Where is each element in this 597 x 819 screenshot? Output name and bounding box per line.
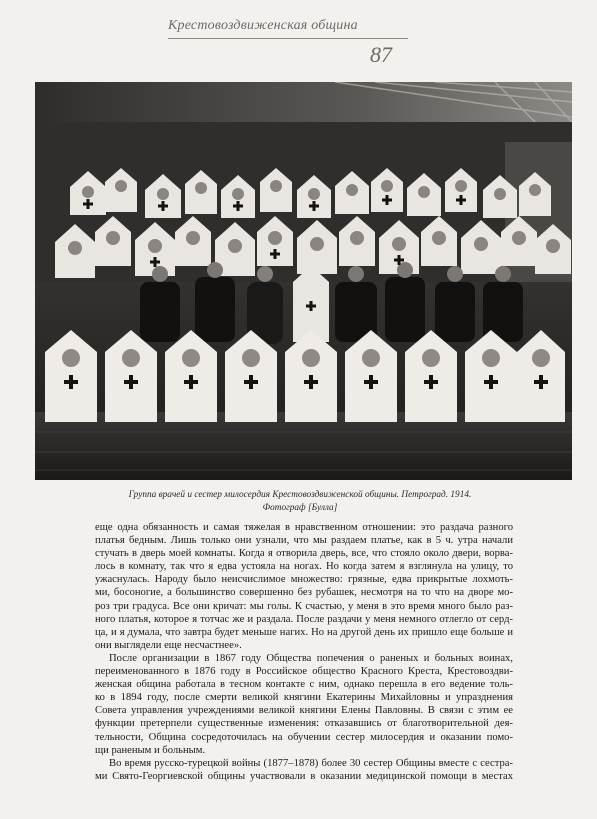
header-rule — [168, 38, 408, 39]
text-line: тельности, Община сосредоточилась на обучении сестер милосердия и оказании помо- — [95, 731, 513, 743]
page-number: 87 — [370, 42, 392, 67]
text-line: женская община работала в тесном контакте с ним, однако перешла в его ведение толь- — [95, 679, 513, 691]
text-line: еще одна обязанность и самая тяжелая в нравственном отношении: это раздача разного — [95, 522, 513, 533]
text-line: ужаснулась. Народу было неисчислимое множество: грязные, едва прикрытые лохмоть- — [95, 574, 513, 586]
text-line: ми Свято-Георгиевской общины участвовали в оказании медицинской помощи в местах — [95, 770, 513, 782]
text-line: После организации в 1867 году Общества попечения о раненых и больных воинах, — [109, 652, 513, 664]
paragraph-3 — [95, 757, 513, 783]
running-header: Крестовоздвиженская община — [168, 18, 358, 33]
text-line: Во время русско-турецкой войны (1877–1878) более 30 сестер Общины вместе с сестра- — [109, 757, 513, 769]
text-line: ного платья, которое я тотчас же и раздала. После раздачи у меня немного отлегло от серд- — [95, 613, 513, 625]
text-line: роз три градуса. Все они кричат: мы голы. К счастью, у меня в это время много было раз- — [95, 600, 513, 612]
text-line: платья бедным. Лишь только они узнали, что мы раздаем платье, как в 5 ч. утра начали — [95, 535, 513, 547]
caption-photographer: Фотограф [Булла] — [262, 503, 338, 513]
text-line: щи раненым и больным. — [95, 744, 206, 756]
paragraph-2 — [95, 652, 513, 757]
text-line: функции претерпели существенные изменения: отказавшись от благотворительной дея- — [95, 718, 513, 730]
caption-line: Группа врачей и сестер милосердия Крестовоздвиженской общины. Петроград. 1914. — [128, 490, 472, 500]
text-line: ми, босоногие, а большинство совершенно без рубашек, несмотря на то что на дворе мо- — [95, 587, 513, 599]
body-text — [95, 521, 513, 783]
text-line: ко в 1894 году, после смерти великой княгини Екатерины Михайловны и упразднения — [95, 692, 513, 704]
text-line: лось в комнату, так что я едва устояла на ногах. Но когда затем я взглянула на улицу, то — [95, 561, 513, 573]
group-photograph — [35, 82, 572, 480]
text-line: Совета управления учреждениями великой княгини Елены Павловны. В связи с этим ее — [95, 705, 513, 717]
text-line: они выглядели еще несчастнее». — [95, 639, 242, 651]
text-line: стучать в дверь моей комнаты. Когда я отворила дверь, все, что стояло около двери, ворва- — [95, 548, 513, 560]
photo-caption — [100, 489, 500, 515]
paragraph-1 — [95, 521, 513, 652]
text-line: переименованного в 1876 году в Российское общество Красного Креста, Крестовоздви- — [95, 666, 513, 678]
text-line: ца, и я думала, что завтра будет меньше нагих. Но на другой день их пришло еще больше и — [95, 626, 513, 638]
photo-illustration — [35, 82, 572, 480]
